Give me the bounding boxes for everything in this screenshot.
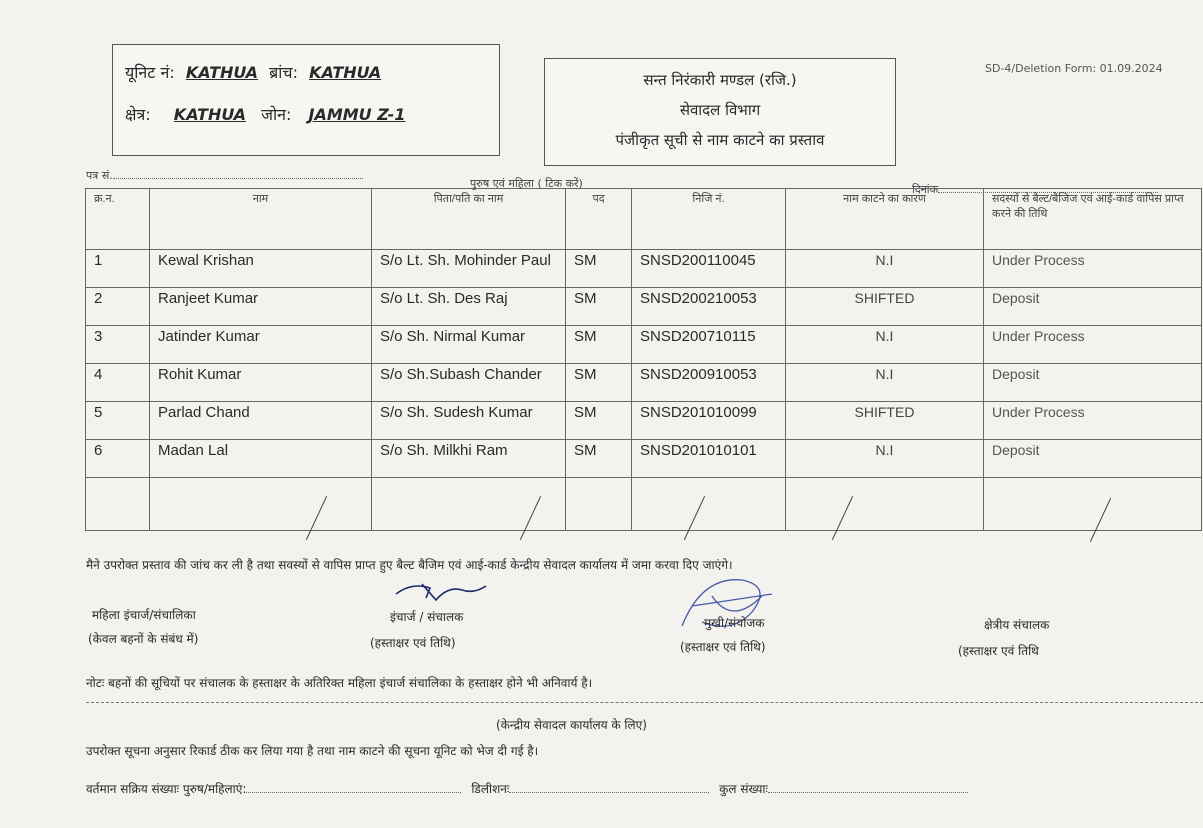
cell-post: SM <box>566 288 632 326</box>
divider <box>86 702 1203 703</box>
cell-reason: SHIFTED <box>786 288 984 326</box>
regional-note: (हस्ताक्षर एवं तिथि <box>958 644 1039 658</box>
cell-reason: N.I <box>786 364 984 402</box>
deletion-table <box>85 188 1202 531</box>
letter-no <box>86 168 363 183</box>
cell-sr: 2 <box>86 288 150 326</box>
cell-empty <box>566 478 632 531</box>
cell-empty <box>632 478 786 531</box>
cell-return-date: Deposit <box>984 288 1202 326</box>
cell-sr: 4 <box>86 364 150 402</box>
cell-personal-no: SNSD200910053 <box>632 364 786 402</box>
cell-personal-no: SNSD200710115 <box>632 326 786 364</box>
table-row <box>86 288 1202 326</box>
cell-empty <box>984 478 1202 531</box>
cell-empty <box>786 478 984 531</box>
cell-empty <box>150 478 372 531</box>
total-field <box>768 792 968 793</box>
mukhi-note: (हस्ताक्षर एवं तिथि) <box>680 640 766 654</box>
cell-return-date: Under Process <box>984 250 1202 288</box>
cell-name: Madan Lal <box>150 440 372 478</box>
form-code: SD-4/Deletion Form: 01.09.2024 <box>985 62 1163 75</box>
unit-branch-line <box>125 61 387 83</box>
women-incharge-label: महिला इंचार्ज/संचालिका <box>92 608 196 622</box>
deletion-field <box>509 792 709 793</box>
table-header-row <box>86 189 1202 250</box>
incharge-signature <box>392 576 492 604</box>
letter-no-field <box>113 178 363 179</box>
date-label: दिनांक <box>912 183 939 196</box>
active-label: वर्तमान सक्रिय संख्याः पुरुष/महिलाएं: <box>86 782 247 796</box>
active-field <box>246 792 461 793</box>
header-personal-no: निजि नं. <box>632 189 786 250</box>
cell-reason: N.I <box>786 326 984 364</box>
cell-sr: 6 <box>86 440 150 478</box>
cell-reason: N.I <box>786 250 984 288</box>
incharge-label: इंचार्ज / संचालक <box>390 610 464 624</box>
table-row <box>86 250 1202 288</box>
cell-personal-no: SNSD200110045 <box>632 250 786 288</box>
cell-sr: 1 <box>86 250 150 288</box>
cell-return-date: Deposit <box>984 440 1202 478</box>
header-father: पिता/पति का नाम <box>372 189 566 250</box>
note-text: नोटः बहनों की सूचियों पर संचालक के हस्ताक्षर के अतिरिक्त महिला इंचार्ज संचालिका के हस्ताक्षर होने भी अनिवार्य है। <box>86 676 593 690</box>
deletion-label: डिलीशनः <box>471 782 510 796</box>
table-row <box>86 326 1202 364</box>
header-name: नाम <box>150 189 372 250</box>
cell-father: S/o Sh. Sudesh Kumar <box>372 402 566 440</box>
cell-return-date: Deposit <box>984 364 1202 402</box>
cell-sr: 5 <box>86 402 150 440</box>
mukhi-label: मुखी/संयोजक <box>704 616 765 630</box>
form-title: पंजीकृत सूची से नाम काटने का प्रस्ताव <box>615 131 825 149</box>
cell-personal-no: SNSD201010101 <box>632 440 786 478</box>
org-name: सन्त निरंकारी मण्डल (रजि.) <box>643 71 797 89</box>
cell-sr: 3 <box>86 326 150 364</box>
unit-label: यूनिट नं: <box>125 63 175 82</box>
branch-label: ब्रांच: <box>269 63 298 82</box>
office-line: उपरोक्त सूचना अनुसार रिकार्ड ठीक कर लिया गया है तथा नाम काटने की सूचना यूनिट को भेज दी गई है। <box>86 744 539 758</box>
incharge-note: (हस्ताक्षर एवं तिथि) <box>370 636 456 650</box>
unit-info-box <box>112 44 500 156</box>
women-incharge-note: (केवल बहनों के संबंध में) <box>88 632 199 646</box>
table-row <box>86 364 1202 402</box>
header-return-date: सदस्यों से बैल्ट/बैजिज एवं आई-कार्ड वापिस प्राप्त करने की तिथि <box>984 189 1202 250</box>
table-row <box>86 402 1202 440</box>
zone-value: JAMMU Z-1 <box>308 105 406 124</box>
cell-father: S/o Sh.Subash Chander <box>372 364 566 402</box>
cell-post: SM <box>566 250 632 288</box>
cell-father: S/o Lt. Sh. Des Raj <box>372 288 566 326</box>
cell-post: SM <box>566 364 632 402</box>
header-post: पद <box>566 189 632 250</box>
branch-value: KATHUA <box>309 63 382 82</box>
area-zone-line <box>125 103 411 125</box>
header-sr: क्र.न. <box>86 189 150 250</box>
cell-post: SM <box>566 440 632 478</box>
cell-reason: N.I <box>786 440 984 478</box>
cell-name: Rohit Kumar <box>150 364 372 402</box>
header-reason: नाम काटने का कारण <box>786 189 984 250</box>
counts-line <box>86 780 968 797</box>
cell-return-date: Under Process <box>984 402 1202 440</box>
cell-empty <box>86 478 150 531</box>
area-value: KATHUA <box>173 105 247 124</box>
total-label: कुल संख्याः <box>719 782 768 796</box>
area-label: क्षेत्र: <box>125 105 151 124</box>
cell-name: Jatinder Kumar <box>150 326 372 364</box>
table-row-blank <box>86 478 1202 531</box>
table-row <box>86 440 1202 478</box>
cell-personal-no: SNSD201010099 <box>632 402 786 440</box>
cell-return-date: Under Process <box>984 326 1202 364</box>
cell-reason: SHIFTED <box>786 402 984 440</box>
unit-value: KATHUA <box>185 63 259 82</box>
cell-post: SM <box>566 402 632 440</box>
cell-name: Ranjeet Kumar <box>150 288 372 326</box>
declaration-text: मैने उपरोक्त प्रस्ताव की जांच कर ली है तथा सवस्यों से वापिस प्राप्त हुए बैल्ट बैजिम एवं आई-कार्ड केन्द्रीय सेवादल कार्यालय में जमा करवा दिए जाएंगे। <box>86 558 733 572</box>
cell-father: S/o Lt. Sh. Mohinder Paul <box>372 250 566 288</box>
cell-personal-no: SNSD200210053 <box>632 288 786 326</box>
gender-label: पुरुष एवं महिला ( टिक करें) <box>470 177 583 190</box>
office-heading: (केन्द्रीय सेवादल कार्यालय के लिए) <box>496 718 647 732</box>
cell-post: SM <box>566 326 632 364</box>
org-department: सेवादल विभाग <box>679 101 761 119</box>
regional-label: क्षेत्रीय संचालक <box>984 618 1050 632</box>
cell-father: S/o Sh. Nirmal Kumar <box>372 326 566 364</box>
letter-no-label: पत्र सं. <box>86 169 113 182</box>
cell-name: Parlad Chand <box>150 402 372 440</box>
cell-father: S/o Sh. Milkhi Ram <box>372 440 566 478</box>
org-title-box <box>544 58 896 166</box>
zone-label: जोन: <box>261 105 292 124</box>
cell-name: Kewal Krishan <box>150 250 372 288</box>
